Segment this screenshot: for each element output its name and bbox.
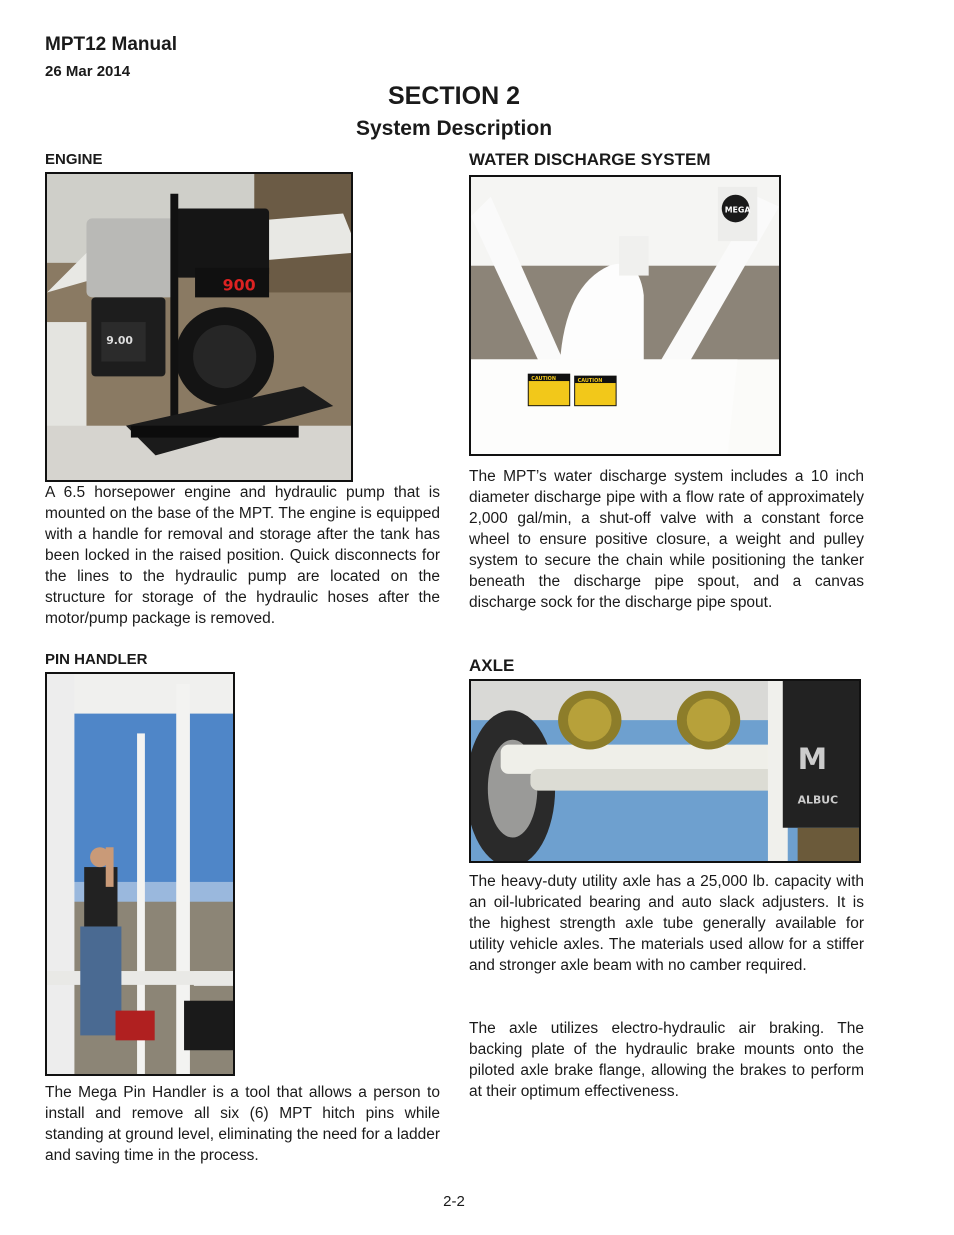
page-number: 2-2 (443, 1193, 465, 1210)
section-subtitle: System Description (355, 117, 553, 140)
pin-handler-photo (45, 672, 235, 1076)
water-discharge-photo (469, 175, 781, 456)
pin-handler-description: The Mega Pin Handler is a tool that allows a person to install and remove all six (6) MPT hitch pins while standing at ground level, eliminating the need for a ladder and saving time in the process. (45, 1084, 440, 1164)
mega-logo-text: MEGA (724, 205, 751, 215)
manual-title: MPT12 Manual (45, 34, 177, 55)
water-discharge-description: The MPT’s water discharge system includes a 10 inch diameter discharge pipe with a flow rate of approximately 2,000 gal/min, a shut-off valve with a constant force wheel to ensure positive closure, a weight and pulley system to secure the chain while positioning the tanker beneath the discharge pipe spout, and a canvas discharge sock for the discharge pipe spout. (469, 468, 864, 611)
axle-photo (469, 679, 861, 863)
axle-heading: AXLE (469, 656, 515, 675)
caution-label-1-title: CAUTION (531, 376, 557, 383)
mud-flap-subtext: ALBUC (797, 793, 839, 807)
manual-date: 26 Mar 2014 (45, 63, 131, 80)
pin-handler-heading: PIN HANDLER (45, 651, 148, 668)
caution-label-2-title: CAUTION (577, 378, 603, 385)
engine-description: A 6.5 horsepower engine and hydraulic pump that is mounted on the base of the MPT. The engine is equipped with a handle for removal and storage after the tank has been locked in the raised position. Quick disconnects for the lines to the hydraulic pump are located on the structure for storage of the hydraulic hoses after the motor/pump package is removed. (45, 484, 440, 627)
engine-heading: ENGINE (45, 151, 103, 168)
mud-flap-letter: M (797, 742, 828, 777)
engine-brand-text: 900 (222, 275, 256, 295)
section-title: SECTION 2 (388, 82, 520, 110)
engine-photo (45, 172, 353, 482)
water-discharge-heading: WATER DISCHARGE SYSTEM (469, 150, 711, 169)
axle-description-1: The heavy-duty utility axle has a 25,000 lb. capacity with an oil-lubricated bearing and auto slack adjusters. It is the highest strength axle tube generally available for utility vehicle axles. The materials used allow for a stiffer and stronger axle beam with no camber required. (469, 873, 864, 974)
axle-description-2: The axle utilizes electro-hydraulic air braking. The backing plate of the hydraulic brake mounts onto the piloted axle brake flange, allowing the brakes to perform at their optimum effectiveness. (469, 1020, 864, 1100)
engine-model-text: 9.00 (106, 333, 133, 347)
